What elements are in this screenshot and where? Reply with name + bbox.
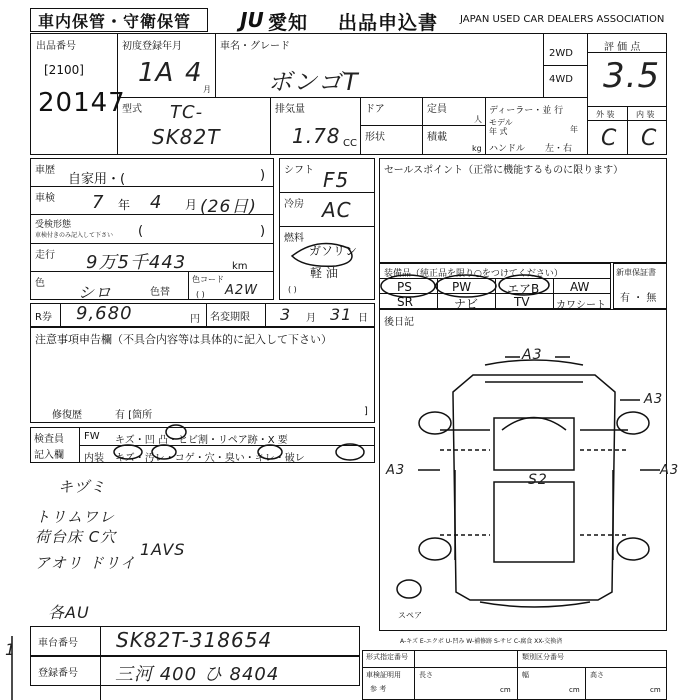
year-unit: 年 — [570, 125, 578, 134]
shape-label: 形状 — [365, 132, 385, 143]
lot-code: [2100] — [44, 63, 84, 77]
score-exterior: C — [601, 126, 618, 151]
storage-label: 車内保管・守衛保管 — [38, 12, 192, 31]
fuel-label: 燃料 — [284, 233, 304, 244]
repair-label: 修復歴 — [52, 410, 82, 421]
handle-options: 左・右 — [545, 144, 573, 154]
damage-legend: A-キズ E-エクボ U-凹み W-補修跡 S-サビ C-腐食 XX-交換済 — [400, 638, 563, 645]
inspector-mark-1avs: 1AVS — [140, 540, 186, 559]
inspector-note-4: アオリ ドリイ — [35, 554, 137, 572]
equipment-ps: PS — [397, 280, 412, 294]
shift-value: F5 — [323, 168, 350, 192]
inspector-label1: 検査員 — [34, 434, 64, 445]
fuel-paren: ( ) — [288, 285, 297, 294]
car-name-label: 車名・グレード — [220, 41, 290, 52]
ju-logo: JU — [240, 8, 264, 32]
spare-label: スペア — [398, 611, 422, 620]
fuel-value: ガソリン — [309, 244, 358, 258]
payment-label: 受検形態 — [35, 220, 72, 230]
payment-close: ) — [260, 224, 266, 239]
recycle-label: R券 — [35, 312, 52, 323]
score-value: 3.5 — [603, 56, 661, 96]
model-line1: TC- — [170, 102, 204, 123]
first-reg-month-unit: 月 — [203, 85, 211, 94]
history-close: ) — [260, 168, 266, 183]
inspector-fw: FW — [84, 431, 100, 442]
model-year-label: モデル — [489, 118, 513, 127]
equipment-navi: ナビ — [454, 297, 479, 311]
equipment-airbag: エアB — [507, 282, 540, 296]
recycle-value: 9,680 — [76, 303, 133, 324]
meigi-day: 31 — [330, 305, 353, 324]
shift-label: シフト — [284, 165, 314, 176]
equipment-tv: TV — [514, 295, 530, 309]
fuel-diesel: 軽 油 — [310, 266, 338, 280]
inspector-inner-items: キズ・汚レ・コゲ・穴・臭い・キレ・破レ — [115, 453, 305, 464]
sales-point-label: セールスポイント（正常に機能するものに限ります） — [384, 165, 624, 176]
load-label: 積載 — [427, 132, 447, 143]
shaken-month-unit: 月 — [185, 198, 198, 212]
handle-label: ハンドル — [489, 144, 526, 154]
displacement-unit: CC — [343, 138, 357, 149]
color-code-label: 色コード — [192, 275, 224, 284]
inspector-note-3: 荷台床 C穴 — [35, 528, 117, 546]
drive-4wd: 4WD — [549, 74, 573, 85]
car-name-value: ボンゴT — [268, 68, 359, 96]
ref-label: 参 考 — [370, 685, 387, 693]
score-interior: C — [641, 126, 658, 151]
meigi-day-unit: 日 — [358, 313, 368, 324]
width-cm: cm — [569, 686, 580, 694]
length-label: 長さ — [419, 671, 433, 679]
cert-label: 車検証明用 — [366, 671, 401, 679]
damage-label-left: A3 — [386, 463, 406, 478]
load-unit: kg — [472, 144, 482, 153]
damage-label-center: S2 — [528, 472, 548, 488]
meigi-label: 名変期限 — [210, 312, 250, 323]
payment-open: ( — [138, 224, 144, 239]
warranty-label: 新車保証書 — [616, 268, 656, 277]
inspector-label2: 記入欄 — [34, 450, 64, 461]
displacement-value: 1.78 — [292, 124, 341, 148]
damage-label-top: A3 — [522, 347, 543, 363]
meigi-month: 3 — [280, 305, 292, 324]
color-value: シロ — [78, 283, 113, 302]
score-exterior-label: 外 装 — [596, 110, 615, 119]
lot-number: 20147 — [38, 88, 126, 118]
payment-note: 車検付きのみ記入して下さい — [35, 232, 114, 239]
inspector-inner: 内装 — [84, 453, 104, 464]
first-reg-year: 1A — [138, 58, 175, 88]
equipment-leather: カワシート — [556, 300, 606, 311]
color-label: 色 — [35, 278, 45, 289]
capacity-unit: 人 — [474, 115, 482, 124]
inspector-note-5: 各AU — [48, 603, 90, 622]
org-name: 愛知 — [268, 12, 309, 34]
mileage-value: 9万5千443 — [86, 252, 187, 273]
repair-value: 有 [箇所 — [115, 410, 153, 421]
inspector-note-2: トリムワレ — [35, 508, 116, 526]
shaken-year: 7 — [92, 192, 105, 213]
notes-label: 注意事項申告欄（不具合内容等は具体的に記入して下さい） — [35, 333, 332, 346]
damage-label-right-upper: A3 — [644, 392, 664, 407]
color-code: A2W — [225, 283, 259, 298]
history-label: 車歴 — [35, 165, 55, 176]
door-label: ドア — [365, 104, 385, 115]
recycle-unit: 円 — [190, 314, 200, 325]
color-paren: ( ) — [196, 290, 205, 299]
after-label: 後日記 — [384, 317, 414, 328]
repair-close: ] — [364, 406, 368, 417]
chassis-label: 車台番号 — [38, 638, 78, 649]
model-year-label2: 年 式 — [489, 127, 508, 136]
width-label: 幅 — [522, 671, 529, 679]
ac-label: 冷房 — [284, 199, 304, 210]
margin-mark: 1 — [5, 640, 17, 659]
history-value: 自家用・( — [68, 172, 126, 187]
equipment-sr: SR — [397, 295, 413, 309]
model-label: 型式 — [122, 104, 142, 115]
inspector-fw-items: キズ・凹 凸・ヒビ割・リペア跡・X 要 — [115, 435, 288, 446]
mileage-unit: km — [232, 261, 248, 272]
chassis-value: SK82T-318654 — [116, 628, 273, 652]
equipment-aw: AW — [570, 280, 590, 294]
height-label: 高さ — [590, 671, 604, 679]
displacement-label: 排気量 — [275, 104, 305, 115]
shaken-year-unit: 年 — [118, 198, 131, 212]
height-cm: cm — [650, 686, 661, 694]
color-change-label: 色替 — [150, 287, 170, 298]
capacity-label: 定員 — [427, 104, 447, 115]
model-line2: SK82T — [152, 125, 221, 149]
shaken-month: 4 — [150, 192, 163, 213]
score-interior-label: 内 装 — [636, 110, 655, 119]
equipment-label: 装備品（純正品を限り○をつけてください） — [384, 269, 563, 279]
association-name: JAPAN USED CAR DEALERS ASSOCIATION — [460, 14, 665, 25]
meigi-month-unit: 月 — [306, 313, 316, 324]
ac-value: AC — [322, 198, 352, 222]
damage-label-right: A3 — [660, 463, 680, 478]
category-label: 類別区分番号 — [522, 653, 564, 661]
lot-label: 出品番号 — [36, 41, 76, 52]
first-reg-month: 4 — [185, 58, 203, 88]
form-title: 出品申込書 — [338, 12, 439, 34]
warranty-options: 有 ・ 無 — [620, 293, 657, 304]
drive-2wd: 2WD — [549, 48, 573, 59]
shaken-label: 車検 — [35, 193, 55, 204]
plate-label: 登録番号 — [38, 668, 78, 679]
length-cm: cm — [500, 686, 511, 694]
score-label: 評 価 点 — [604, 42, 641, 53]
plate-value: 三河 400 ひ 8404 — [115, 664, 280, 685]
first-reg-label: 初度登録年月 — [122, 41, 182, 52]
equipment-pw: PW — [452, 280, 472, 294]
dealer-label: ディーラー・並 行 — [489, 106, 564, 116]
mileage-label: 走行 — [35, 250, 55, 261]
shaken-day: (26日) — [200, 197, 257, 217]
inspector-note-1: キヅミ — [58, 478, 107, 496]
type-no-label: 形式指定番号 — [366, 653, 408, 661]
